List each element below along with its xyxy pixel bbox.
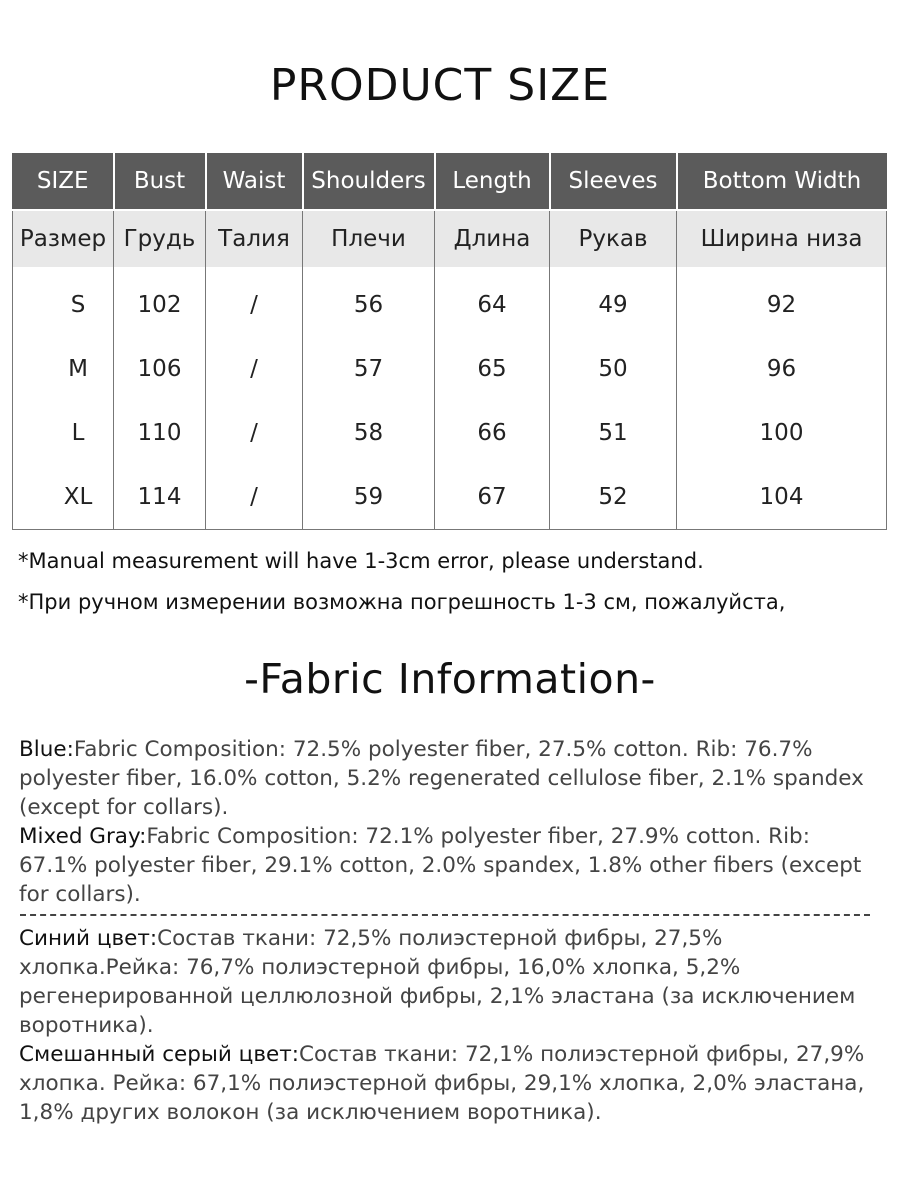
cell-length: 66 xyxy=(435,401,550,465)
cell-shoulders: 59 xyxy=(303,465,435,530)
cell-length: 65 xyxy=(435,337,550,401)
fabric-entry xyxy=(19,822,869,909)
fabric-info-ru xyxy=(19,924,869,1127)
fabric-text: Fabric Composition: 72.1% polyester fiber, 27.9% cotton. Rib: 67.1% polyester fiber, 29.1% cotton, 2.0% spandex, 1.8% other fibers (except for collars). xyxy=(19,824,862,907)
cell-sleeves: 52 xyxy=(550,465,677,530)
header-ru-bust: Грудь xyxy=(114,210,206,267)
measurement-note-en: *Manual measurement will have 1-3cm error, please understand. xyxy=(18,549,704,573)
header-ru-bottom-width: Ширина низа xyxy=(677,210,887,267)
fabric-text: Fabric Composition: 72.5% polyester fiber, 27.5% cotton. Rib: 76.7% polyester fiber, 16.0% cotton, 5.2% regenerated cellulose fiber, 2.1% spandex (except for collars). xyxy=(19,737,864,820)
cell-bust: 110 xyxy=(114,401,206,465)
fabric-entry xyxy=(19,735,869,822)
header-bust: Bust xyxy=(114,153,206,210)
size-table xyxy=(12,153,887,530)
header-bottom-width: Bottom Width xyxy=(677,153,887,210)
cell-size: M xyxy=(13,337,114,401)
table-header-ru xyxy=(13,210,887,267)
cell-size: L xyxy=(13,401,114,465)
fabric-text: Состав ткани: 72,5% полиэстерной фибры, 27,5% хлопка.Рейка: 76,7% полиэстерной фибры, 16,0% хлопка, 5,2% регенерированной целлюлозной фибры, 2,1% эластана (за исключением воротника). xyxy=(19,926,856,1038)
header-ru-waist: Талия xyxy=(206,210,303,267)
cell-sleeves: 51 xyxy=(550,401,677,465)
cell-sleeves: 49 xyxy=(550,267,677,337)
cell-sleeves: 50 xyxy=(550,337,677,401)
header-sleeves: Sleeves xyxy=(550,153,677,210)
fabric-entry xyxy=(19,924,869,1040)
cell-length: 64 xyxy=(435,267,550,337)
cell-bottom-width: 92 xyxy=(677,267,887,337)
cell-bottom-width: 96 xyxy=(677,337,887,401)
header-ru-size: Размер xyxy=(13,210,114,267)
table-row xyxy=(13,401,887,465)
cell-shoulders: 57 xyxy=(303,337,435,401)
fabric-label: Синий цвет: xyxy=(19,926,158,951)
fabric-text: Состав ткани: 72,1% полиэстерной фибры, 27,9% хлопка. Рейка: 67,1% полиэстерной фибры, 29,1% хлопка, 2,0% эластана, 1,8% других волокон (за исключением воротника). xyxy=(19,1042,865,1125)
cell-size: XL xyxy=(13,465,114,530)
cell-waist: / xyxy=(206,465,303,530)
header-ru-length: Длина xyxy=(435,210,550,267)
fabric-label: Mixed Gray: xyxy=(19,824,147,849)
fabric-entry xyxy=(19,1040,869,1127)
cell-bottom-width: 104 xyxy=(677,465,887,530)
table-row xyxy=(13,465,887,530)
measurement-note-ru: *При ручном измерении возможна погрешность 1-3 см, пожалуйста, xyxy=(18,590,786,614)
cell-waist: / xyxy=(206,267,303,337)
cell-shoulders: 56 xyxy=(303,267,435,337)
fabric-title: -Fabric Information- xyxy=(244,655,656,703)
cell-bust: 114 xyxy=(114,465,206,530)
cell-bust: 102 xyxy=(114,267,206,337)
fabric-info-en xyxy=(19,735,869,909)
cell-length: 67 xyxy=(435,465,550,530)
header-waist: Waist xyxy=(206,153,303,210)
header-size: SIZE xyxy=(13,153,114,210)
divider xyxy=(20,914,870,916)
table-header-en xyxy=(13,153,887,210)
table-row xyxy=(13,337,887,401)
cell-bottom-width: 100 xyxy=(677,401,887,465)
cell-size: S xyxy=(13,267,114,337)
header-shoulders: Shoulders xyxy=(303,153,435,210)
fabric-label: Смешанный серый цвет: xyxy=(19,1042,299,1067)
cell-shoulders: 58 xyxy=(303,401,435,465)
cell-waist: / xyxy=(206,401,303,465)
table-row xyxy=(13,267,887,337)
cell-waist: / xyxy=(206,337,303,401)
header-ru-shoulders: Плечи xyxy=(303,210,435,267)
header-ru-sleeves: Рукав xyxy=(550,210,677,267)
cell-bust: 106 xyxy=(114,337,206,401)
header-length: Length xyxy=(435,153,550,210)
page-title: PRODUCT SIZE xyxy=(269,60,611,111)
fabric-label: Blue: xyxy=(19,737,74,762)
